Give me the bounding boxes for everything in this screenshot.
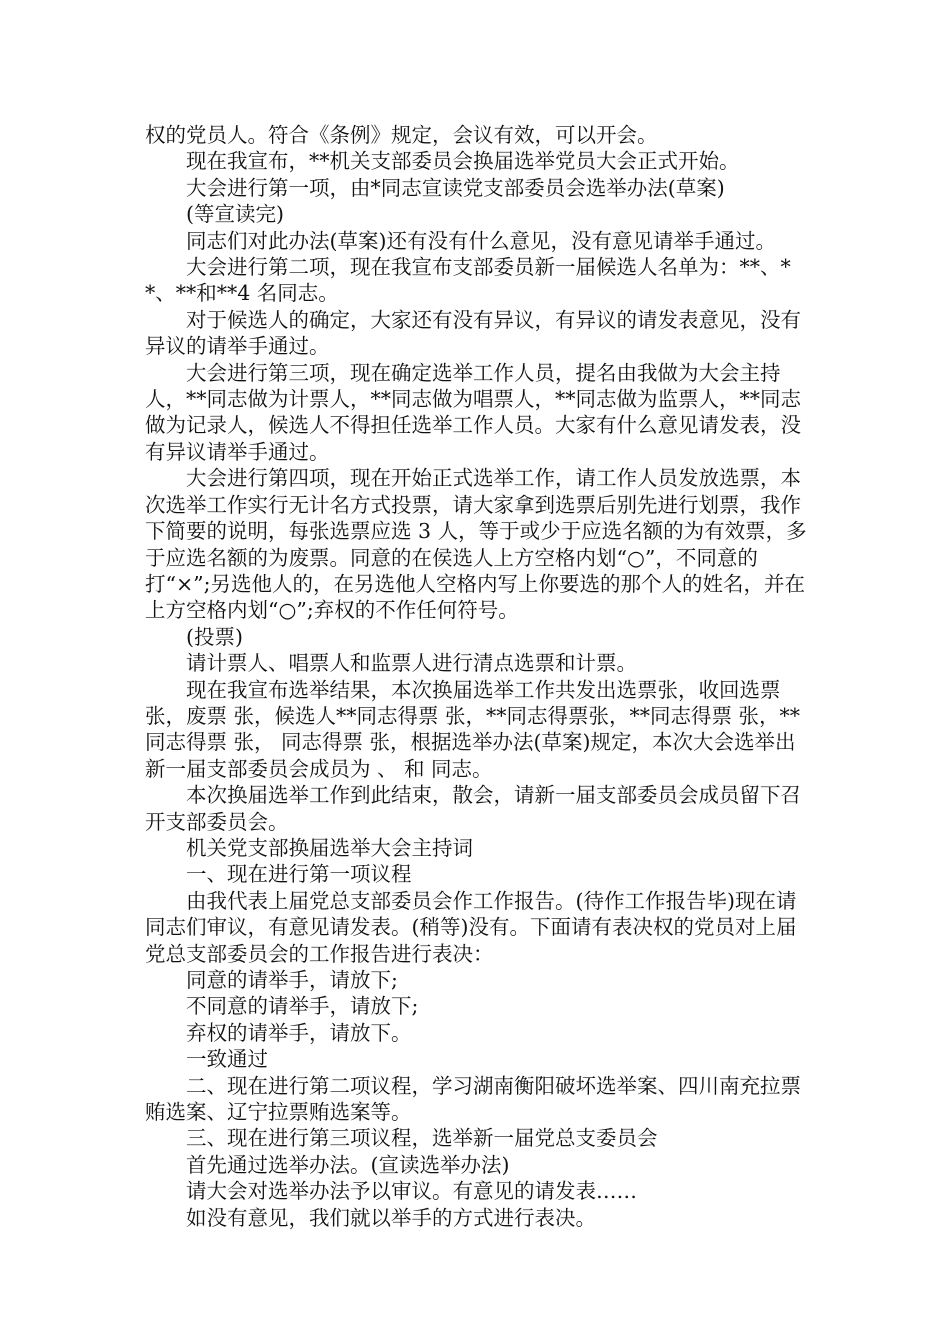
paragraph: 对于候选人的确定，大家还有没有异议，有异议的请发表意见，没有异议的请举手通过。 (145, 307, 801, 359)
paragraph: 请大会对选举办法予以审议。有意见的请发表…… (186, 1179, 637, 1204)
paragraph: 一、现在进行第一项议程 (186, 862, 412, 887)
paragraph: 同志们对此办法(草案)还有没有什么意见，没有意见请举手通过。 (186, 228, 776, 253)
paragraph: 大会进行第四项，现在开始正式选举工作，请工作人员发放选票，本次选举工作实行无计名方式投票，请大家拿到选票后别先进行划票，我作下简要的说明，每张选票应选 3 人，等于或少于应选名额的为有效票，多于应选名额的为废票。同意的在侯选人上方空格内划“○”，不同意的打“×”;另选他人的，在另选他人空格内写上你要选的那个人的姓名，并在上方空格内划“○”;弃权的不作任何符号。 (145, 466, 807, 623)
paragraph: 如没有意见，我们就以举手的方式进行表决。 (186, 1205, 596, 1230)
paragraph: 弃权的请举手，请放下。 (186, 1020, 412, 1045)
paragraph: 大会进行第二项，现在我宣布支部委员新一届候选人名单为：**、**、**和**4 名同志。 (145, 255, 791, 306)
paragraph: 由我代表上届党总支部委员会作工作报告。(待作工作报告毕)现在请同志们审议，有意见请发表。(稍等)没有。下面请有表决权的党员对上届党总支部委员会的工作报告进行表决： (145, 888, 797, 966)
paragraph: (投票) (186, 624, 243, 649)
document-body (145, 122, 813, 1231)
paragraph: 大会进行第三项，现在确定选举工作人员，提名由我做为大会主持人，**同志做为计票人，**同志做为唱票人，**同志做为监票人，**同志做为记录人，候选人不得担任选举工作人员。大家有什么意见请发表，没有异议请举手通过。 (145, 360, 801, 464)
paragraph: 不同意的请举手，请放下; (186, 994, 419, 1019)
section-heading: 机关党支部换届选举大会主持词 (186, 835, 473, 860)
paragraph: 二、现在进行第二项议程，学习湖南衡阳破坏选举案、四川南充拉票贿选案、辽宁拉票贿选案等。 (145, 1073, 801, 1125)
paragraph: 权的党员人。符合《条例》规定，会议有效，可以开会。 (145, 123, 658, 147)
paragraph: 三、现在进行第三项议程，选举新一届党总支委员会 (186, 1126, 658, 1151)
paragraph: 大会进行第一项，由*同志宣读党支部委员会选举办法(草案) (186, 175, 725, 200)
paragraph: 首先通过选举办法。(宣读选举办法) (186, 1152, 510, 1177)
paragraph: (等宣读完) (186, 202, 284, 227)
paragraph: 同意的请举手，请放下; (186, 968, 398, 992)
paragraph: 本次换届选举工作到此结束，散会，请新一届支部委员会成员留下召开支部委员会。 (145, 783, 801, 834)
paragraph: 请计票人、唱票人和监票人进行清点选票和计票。 (186, 651, 637, 676)
paragraph: 一致通过 (186, 1047, 268, 1072)
paragraph: 现在我宣布，**机关支部委员会换届选举党员大会正式开始。 (186, 149, 740, 174)
paragraph: 现在我宣布选举结果，本次换届选举工作共发出选票张，收回选票 张，废票 张，候选人**同志得票 张，**同志得票张，**同志得票 张，**同志得票 张， 同志得票 张，根据选举办法(草案)规定，本次大会选举出新一届支部委员会成员为 、 和 同志。 (145, 677, 801, 781)
